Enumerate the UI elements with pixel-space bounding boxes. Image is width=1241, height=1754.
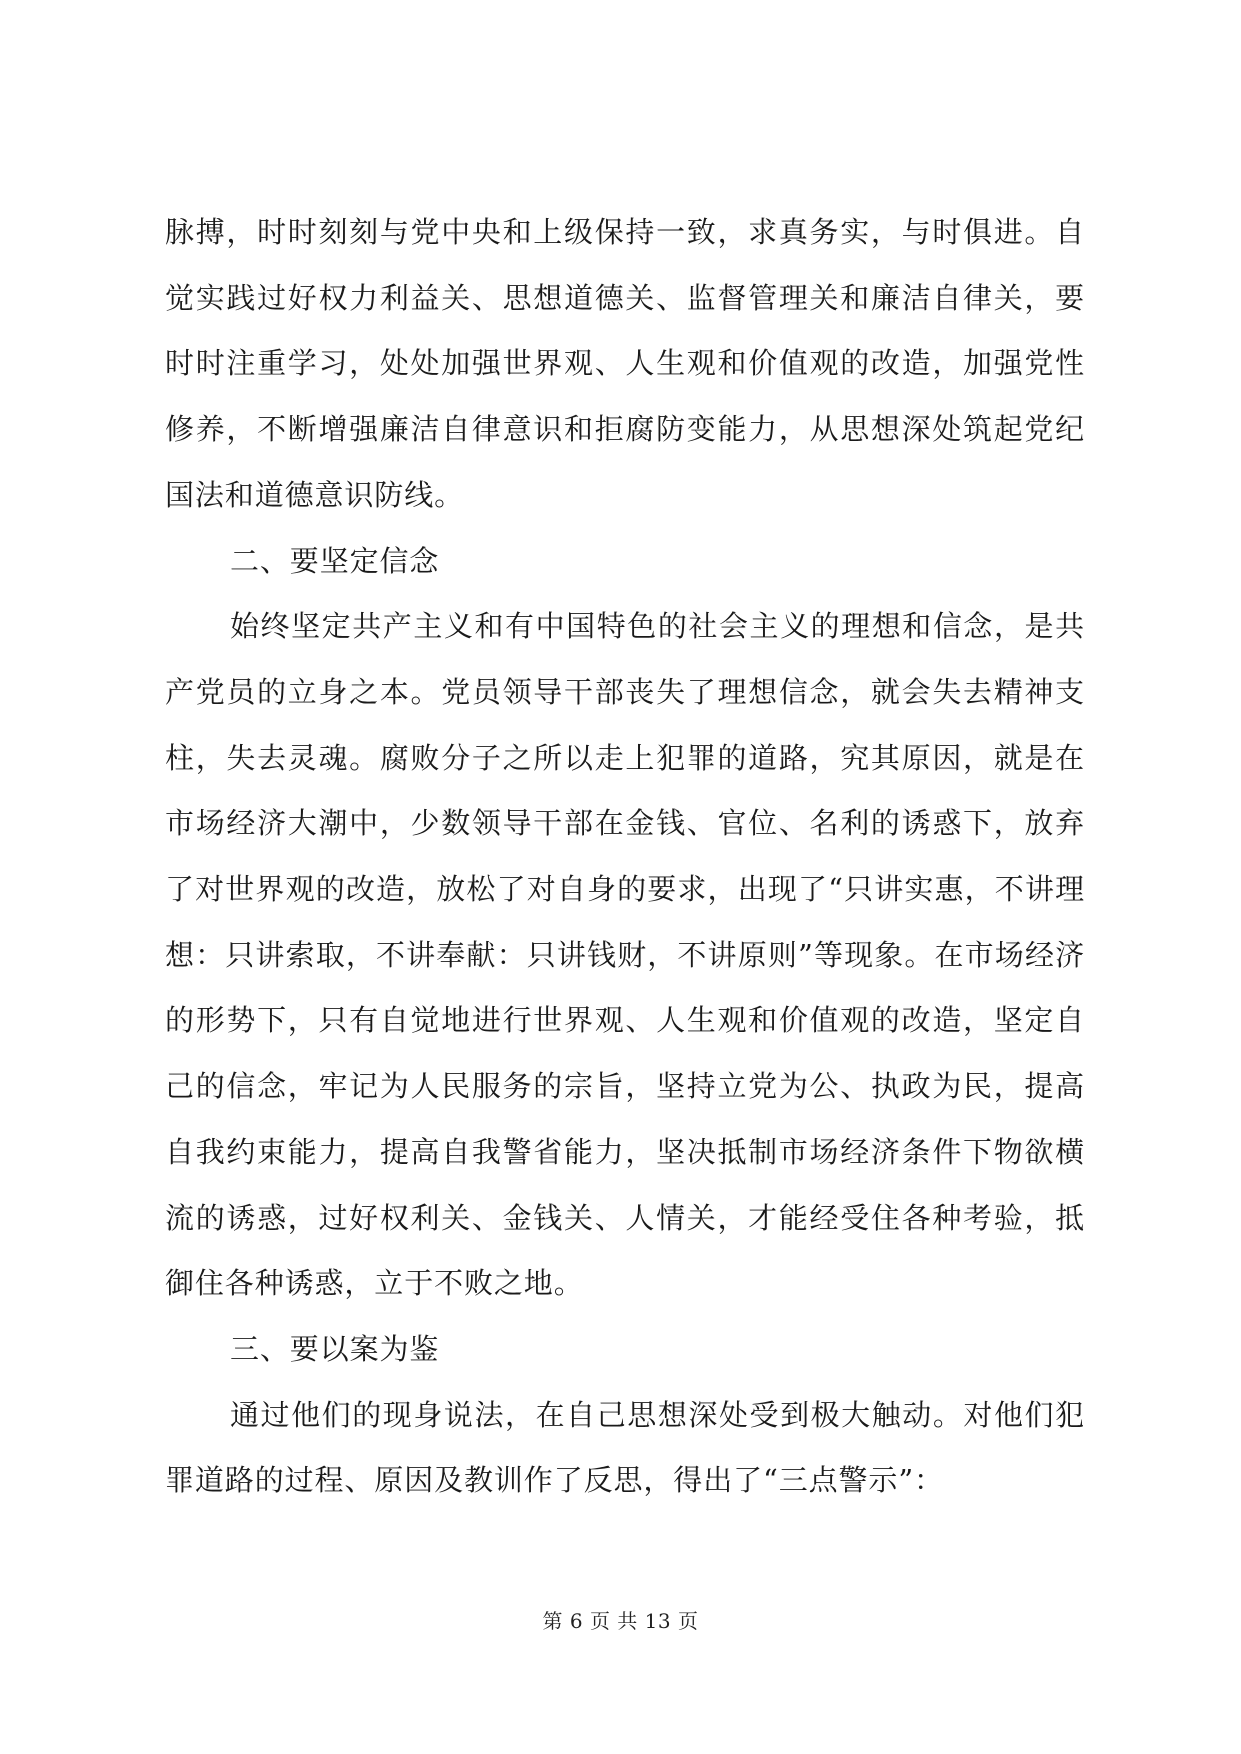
paragraph-continued: 脉搏，时时刻刻与党中央和上级保持一致，求真务实，与时俱进。自觉实践过好权力利益关、思想道德关、监督管理关和廉洁自律关，要时时注重学习，处处加强世界观、人生观和价值观的改造，加强党性修养，不断增强廉洁自律意识和拒腐防变能力，从思想深处筑起党纪国法和道德意识防线。 <box>165 215 1085 512</box>
paragraph-lessons: 通过他们的现身说法，在自己思想深处受到极大触动。对他们犯罪道路的过程、原因及教训作了反思，得出了“三点警示”： <box>165 1397 1085 1498</box>
page-number: 第 6 页 共 13 页 <box>542 1609 699 1633</box>
section-heading-3: 三、要以案为鉴 <box>230 1331 440 1366</box>
section-heading-2: 二、要坚定信念 <box>230 543 440 578</box>
body-text <box>165 200 1085 1514</box>
paragraph-beliefs: 始终坚定共产主义和有中国特色的社会主义的理想和信念，是共产党员的立身之本。党员领导干部丧失了理想信念，就会失去精神支柱，失去灵魂。腐败分子之所以走上犯罪的道路，究其原因，就是在市场经济大潮中，少数领导干部在金钱、官位、名利的诱惑下，放弃了对世界观的改造，放松了对自身的要求，出现了“只讲实惠，不讲理想：只讲索取，不讲奉献：只讲钱财，不讲原则”等现象。在市场经济的形势下，只有自觉地进行世界观、人生观和价值观的改造，坚定自己的信念，牢记为人民服务的宗旨，坚持立党为公、执政为民，提高自我约束能力，提高自我警省能力，坚决抵制市场经济条件下物欲横流的诱惑，过好权利关、金钱关、人情关，才能经受住各种考验，抵御住各种诱惑，立于不败之地。 <box>165 609 1085 1301</box>
page-footer <box>0 1605 1241 1634</box>
